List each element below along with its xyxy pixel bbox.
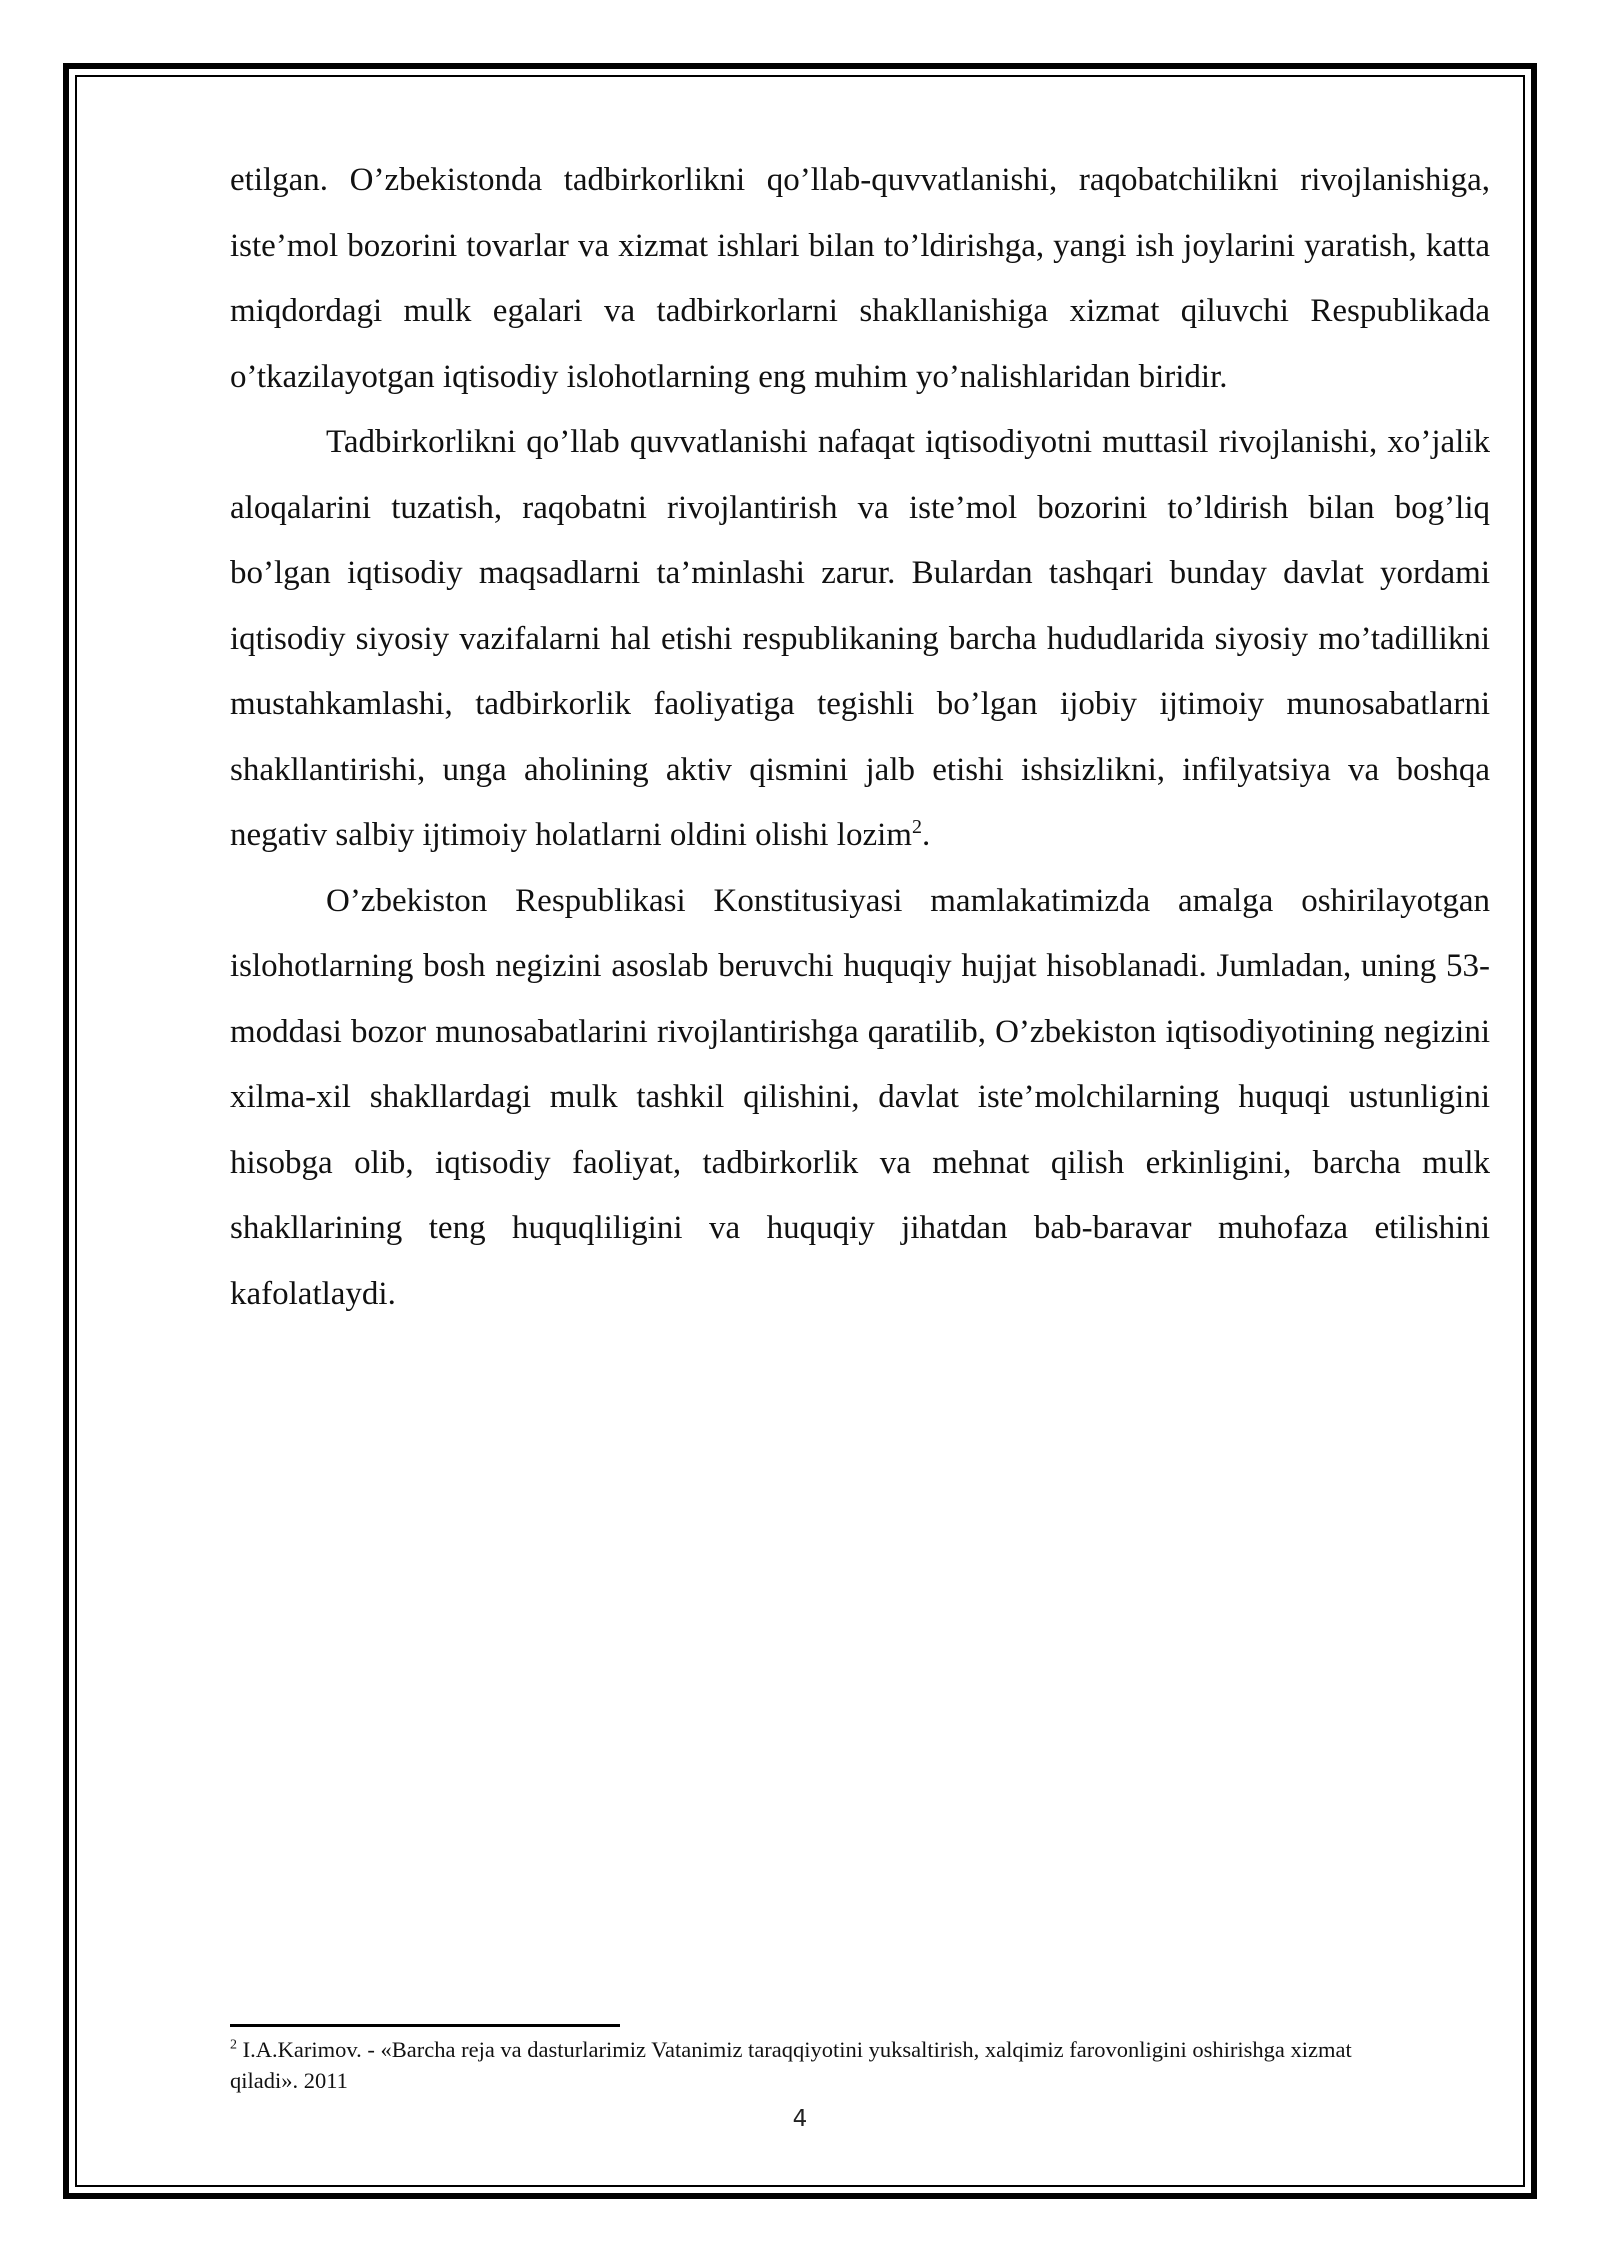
- paragraph-text: O’zbekiston Respublikasi Konstitusiyasi mamlakatimizda amalga oshirilayotgan islohotlarning bosh negizini asoslab beruvchi huquqiy hujjat hisoblanadi. Jumladan, uning 53-moddasi bozor munosabatlarini rivojlantirishga qaratilib, O’zbekiston iqtisodiyotining negizini xilma-xil shakllardagi mulk tashkil qilishini, davlat iste’molchilarning huquqi ustunligini hisobga olib, iqtisodiy faoliyat, tadbirkorlik va mehnat qilish erkinligini, barcha mulk shakllarining teng huquqliligini va huquqiy jihatdan bab-baravar muhofaza etilishini kafolatlaydi.: [230, 882, 1490, 1312]
- footnote-separator: [230, 2024, 620, 2027]
- document-body: [230, 148, 1490, 1327]
- paragraph-continuation: [230, 148, 1490, 410]
- footnote: [230, 2034, 1400, 2096]
- footnote-reference[interactable]: 2: [911, 816, 922, 838]
- paragraph-entrepreneurship-support: [230, 410, 1490, 869]
- paragraph-constitution: [230, 869, 1490, 1328]
- footnote-text: I.A.Karimov. - «Barcha reja va dasturlarimiz Vatanimiz taraqqiyotini yuksaltirish, xalqimiz farovonligini oshirishga xizmat qiladi». 2011: [230, 2037, 1352, 2093]
- paragraph-text: Tadbirkorlikni qo’llab quvvatlanishi nafaqat iqtisodiyotni muttasil rivojlanishi, xo’jalik aloqalarini tuzatish, raqobatni rivojlantirish va iste’mol bozorini to’ldirish bilan bog’liq bo’lgan iqtisodiy maqsadlarni ta’minlashi zarur. Bulardan tashqari bunday davlat yordami iqtisodiy siyosiy vazifalarni hal etishi respublikaning barcha hududlarida siyosiy mo’tadillikni mustahkamlashi, tadbirkorlik faoliyatiga tegishli bo’lgan ijobiy ijtimoiy munosabatlarni shakllantirishi, unga aholining aktiv qismini jalb etishi ishsizlikni, infilyatsiya va boshqa negativ salbiy ijtimoiy holatlarni oldini olishi lozim: [230, 424, 1490, 853]
- footnote-marker: 2: [230, 2037, 237, 2053]
- page-number: 4: [792, 2106, 808, 2132]
- paragraph-text: etilgan. O’zbekistonda tadbirkorlikni qo’llab-quvvatlanishi, raqobatchilikni rivojlanishiga, iste’mol bozorini tovarlar va xizmat ishlari bilan to’ldirishga, yangi ish joylarini yaratish, katta miqdordagi mulk egalari va tadbirkorlarni shakllanishiga xizmat qiluvchi Respublikada o’tkazilayotgan iqtisodiy islohotlarning eng muhim yo’nalishlaridan biridir.: [230, 162, 1490, 395]
- paragraph-tail: .: [921, 817, 931, 853]
